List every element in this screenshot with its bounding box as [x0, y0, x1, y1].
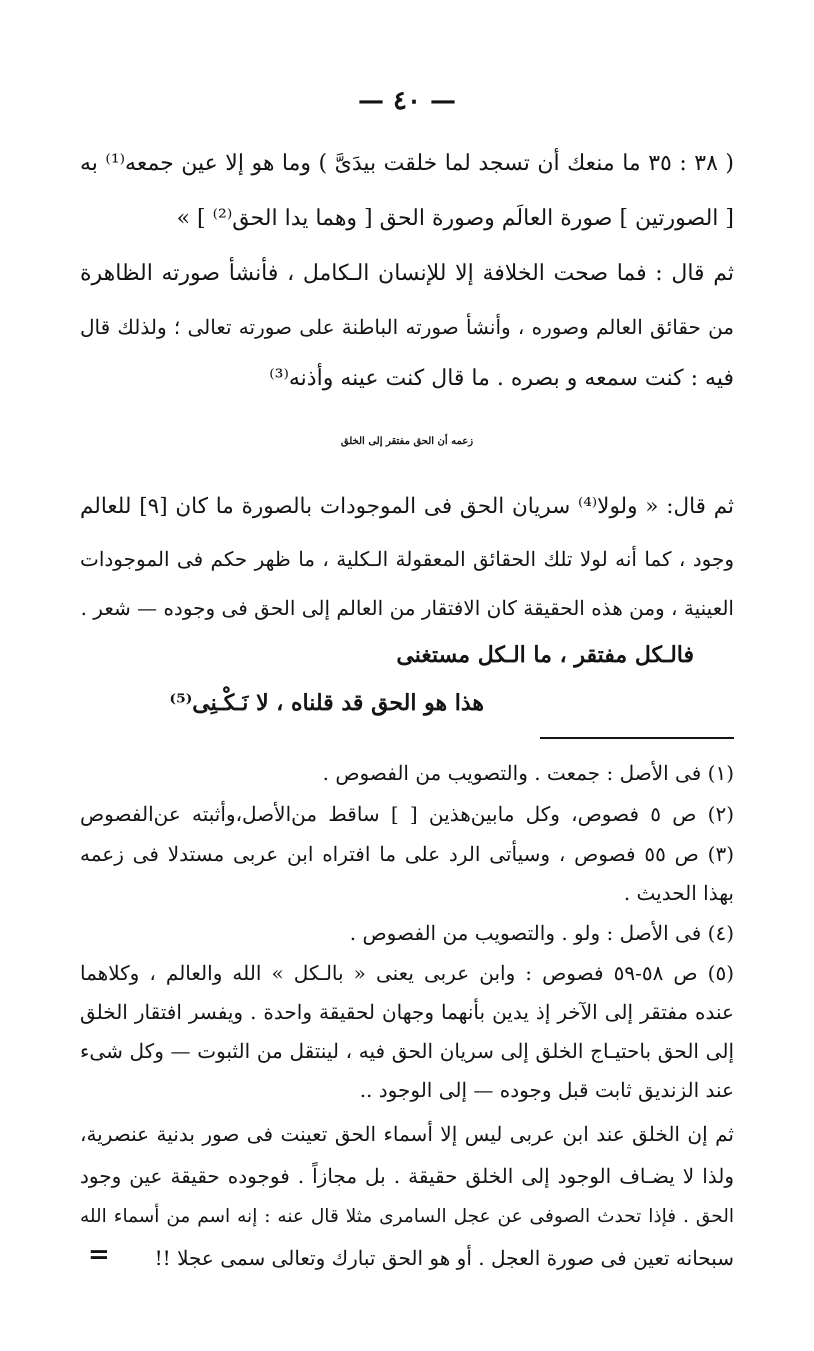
- body-line: فيه : كنت سمعه و بصره . ما قال كنت عينه وأذنه⁽³⁾: [269, 366, 734, 391]
- footnote-separator: [540, 737, 734, 739]
- footnote-line: (٣) ص ٥٥ فصوص ، وسيأتى الرد على ما افتراه ابن عربى مستدلا فى زعمه: [80, 842, 734, 866]
- footnote-line: ولذا لا يضـاف الوجود إلى الخلق حقيقة . بل مجازاً . فوجوده حقيقة عين وجود: [80, 1164, 734, 1188]
- footnote-line: عنده مفتقر إلى الآخر إذ يدين بأنهما وجهان لحقيقة واحدة . ويفسر افتقار الخلق: [80, 1000, 734, 1024]
- body-line: من حقائق العالم وصوره ، وأنشأ صورته الباطنة على صورته تعالى ؛ ولذلك قال: [80, 315, 734, 339]
- page-number: — ٤٠ —: [357, 86, 457, 116]
- footnote-line: (٢) ص ٥ فصوص، وكل مابين‌هذين [ ] ساقط من‌الأصل،وأثبته عن‌الفصوص: [80, 802, 734, 826]
- footnote-line: (٤) فى الأصل : ولو . والتصويب من الفصوص .: [349, 921, 734, 945]
- body-line: ثم قال : فما صحت الخلافة إلا للإنسان الـكامل ، فأنشأ صورته الظاهرة: [80, 261, 734, 286]
- section-line: وجود ، كما أنه لولا تلك الحقائق المعقولة الـكلية ، ما ظهر حكم فى الموجودات: [80, 547, 734, 571]
- footnote-line: بهذا الحديث .: [623, 881, 734, 905]
- body-line: ( ٣٨ : ٣٥ ما منعك أن تسجد لما خلقت بيدَىَّ ) وما هو إلا عين جمعه⁽¹⁾ به: [80, 151, 734, 176]
- verse-line: فالـكل مفتقر ، ما الـكل مستغنى: [396, 642, 694, 668]
- section-line: ثم قال: « ولولا⁽⁴⁾ سريان الحق فى الموجودات بالصورة ما كان [٩] للعالم: [80, 494, 734, 519]
- footnote-line: عند الزنديق ثابت قبل وجوده — إلى الوجود ..: [359, 1078, 734, 1102]
- footnote-line: الحق . فإذا تحدث الصوفى عن عجل السامرى مثلا قال عنه : إنه اسم من أسماء الله: [80, 1206, 734, 1227]
- verse-line: هذا هو الحق قد قلناه ، لا نَـكْـنِى⁽⁵⁾: [169, 690, 484, 716]
- section-heading: زعمه أن الحق مفتقر إلى الخلق: [340, 436, 474, 447]
- footnote-line: سبحانه تعين فى صورة العجل . أو هو الحق تبارك وتعالى سمى عجلا !!: [154, 1246, 734, 1270]
- continuation-mark: =: [88, 1240, 110, 1270]
- footnote-line: إلى الحق باحتيـاج الخلق إلى سريان الحق فيه ، لينتقل من الثبوت — وكل شىء: [80, 1039, 734, 1063]
- footnote-line: ثم إن الخلق عند ابن عربى ليس إلا أسماء الحق تعينت فى صور بدنية عنصرية،: [80, 1122, 734, 1146]
- footnote-line: (١) فى الأصل : جمعت . والتصويب من الفصوص .: [322, 761, 734, 785]
- section-line: العينية ، ومن هذه الحقيقة كان الافتقار من العالم إلى الحق فى وجوده — شعر .: [80, 596, 734, 620]
- body-line: [ الصورتين ] صورة العالَم وصورة الحق [ وهما يدا الحق⁽²⁾ ] »: [176, 206, 734, 231]
- footnote-line: (٥) ص ٥٨-٥٩ فصوص : وابن عربى يعنى « بالـكل » الله والعالم ، وكلاهما: [80, 961, 734, 985]
